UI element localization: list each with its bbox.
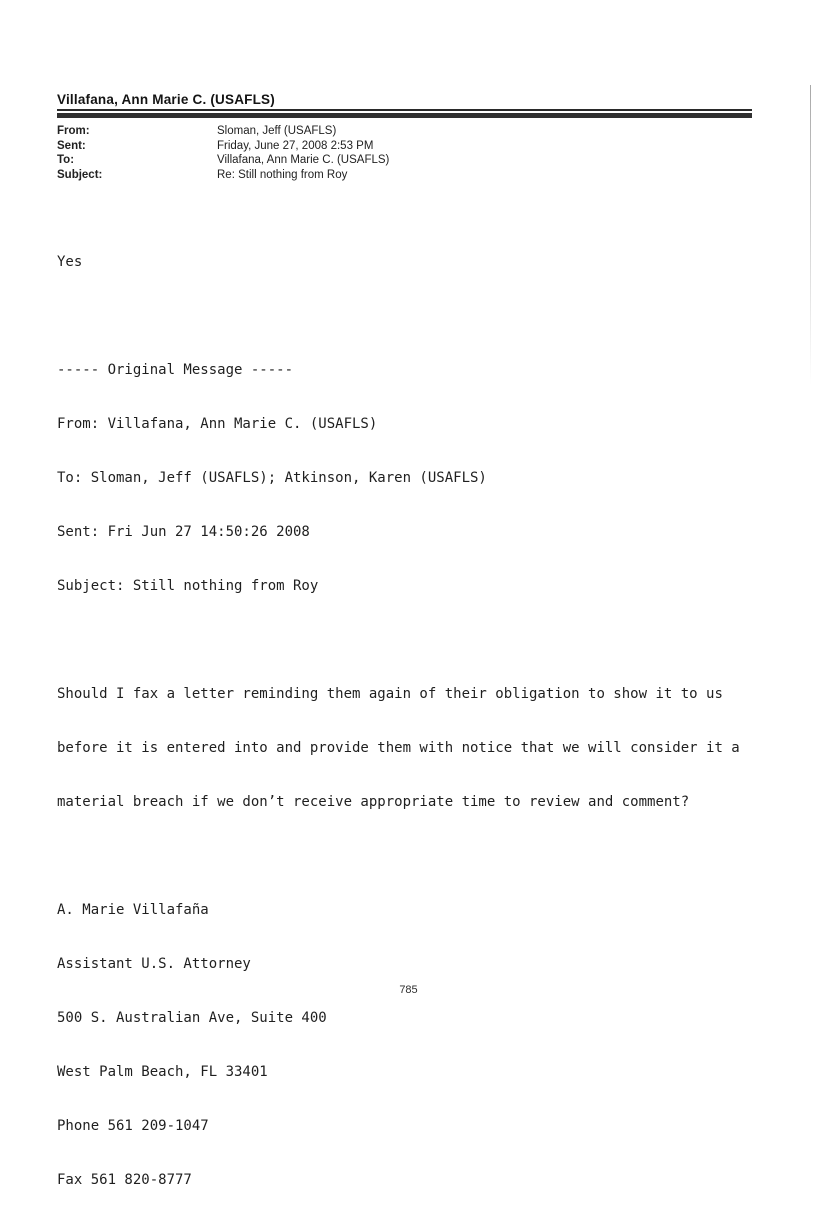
document-header <box>57 92 752 118</box>
message-line: before it is entered into and provide them with notice that we will consider it a <box>57 740 740 756</box>
meta-value-from: Sloman, Jeff (USAFLS) <box>217 125 337 137</box>
meta-label-subject: Subject: <box>57 168 103 181</box>
signature-address-line2: West Palm Beach, FL 33401 <box>57 1064 268 1080</box>
reply-text: Yes <box>57 254 83 270</box>
signature-job-title: Assistant U.S. Attorney <box>57 956 251 972</box>
scan-artifact-line <box>810 85 811 385</box>
quoted-header-subject: Subject: Still nothing from Roy <box>57 578 319 594</box>
message-line: Should I fax a letter reminding them again of their obligation to show it to us <box>57 686 723 702</box>
blank-line <box>57 631 740 649</box>
signature-fax: Fax 561 820-8777 <box>57 1172 192 1188</box>
email-meta-block <box>57 124 389 182</box>
meta-label-sent: Sent: <box>57 139 86 152</box>
meta-label-from: From: <box>57 125 90 137</box>
signature-phone: Phone 561 209-1047 <box>57 1118 209 1134</box>
original-message-separator: ----- Original Message ----- <box>57 362 294 378</box>
meta-row-subject <box>57 168 389 183</box>
meta-label-to: To: <box>57 154 75 167</box>
meta-row-from <box>57 124 389 139</box>
meta-row-sent <box>57 139 389 154</box>
document-title: Villafana, Ann Marie C. (USAFLS) <box>57 92 752 111</box>
meta-row-to <box>57 153 389 168</box>
meta-value-sent: Friday, June 27, 2008 2:53 PM <box>217 139 374 152</box>
meta-value-subject: Re: Still nothing from Roy <box>217 168 348 181</box>
quoted-header-sent: Sent: Fri Jun 27 14:50:26 2008 <box>57 524 310 540</box>
meta-value-to: Villafana, Ann Marie C. (USAFLS) <box>217 154 390 167</box>
signature-address-line1: 500 S. Australian Ave, Suite 400 <box>57 1010 327 1026</box>
quoted-header-from: From: Villafana, Ann Marie C. (USAFLS) <box>57 416 378 432</box>
signature-name: A. Marie Villafaña <box>57 902 209 918</box>
header-rule-thick <box>57 113 752 118</box>
email-body <box>57 217 740 1225</box>
page-number: 785 <box>399 984 418 996</box>
quoted-header-to: To: Sloman, Jeff (USAFLS); Atkinson, Karen (USAFLS) <box>57 470 487 486</box>
blank-line <box>57 307 740 325</box>
blank-line <box>57 847 740 865</box>
message-line: material breach if we don’t receive appropriate time to review and comment? <box>57 794 690 810</box>
